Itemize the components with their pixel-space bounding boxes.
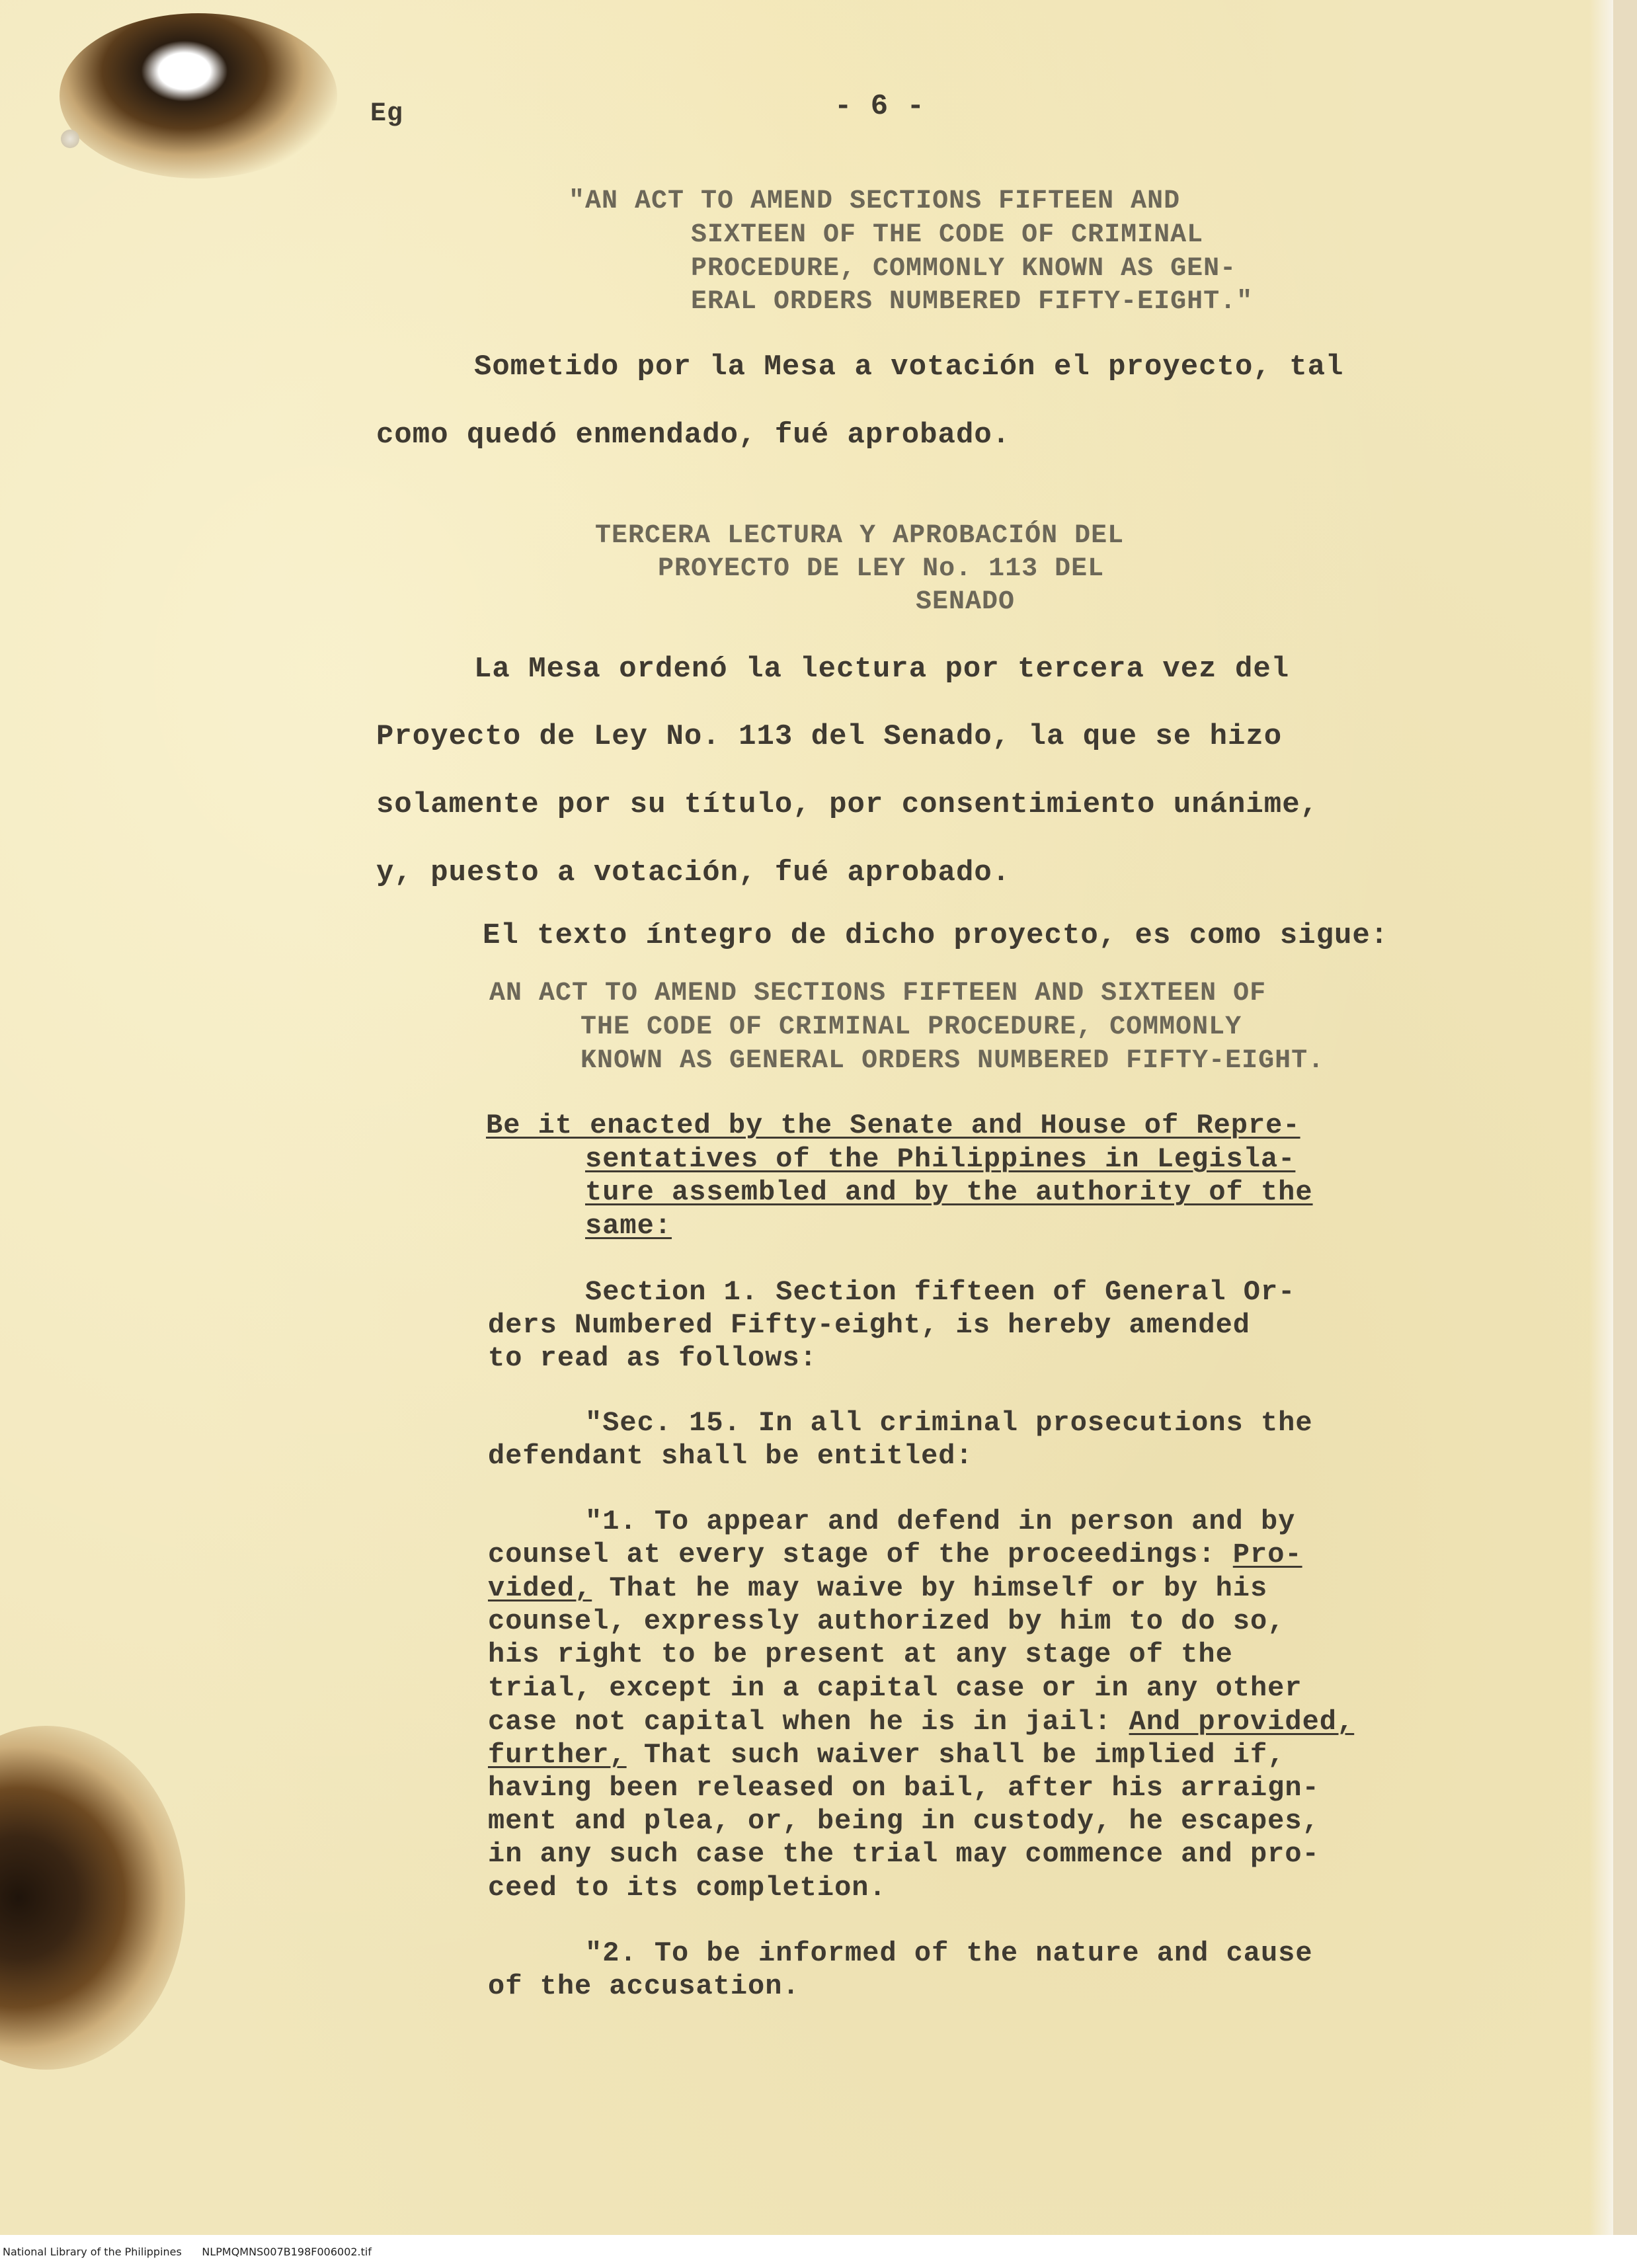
section-heading: TERCERA LECTURA Y APROBACIÓN DEL: [595, 521, 1125, 551]
item-1-line: ment and plea, or, being in custody, he escapes,: [488, 1805, 1320, 1837]
section-heading: SENADO: [916, 587, 1016, 617]
item-1-line: having been released on bail, after his arraign-: [488, 1772, 1320, 1804]
burn-mark-left: [0, 1726, 185, 2070]
enacting-clause-line: sentatives of the Philippines in Legisla-: [585, 1143, 1296, 1175]
enacting-clause-line: ture assembled and by the authority of the: [585, 1176, 1313, 1208]
title-line: "AN ACT TO AMEND SECTIONS FIFTEEN AND: [569, 186, 1181, 216]
scan-footer-text: [3, 2246, 372, 2258]
item-1-line: case not capital when he is in jail: And provided,: [488, 1706, 1355, 1738]
paragraph-line: Proyecto de Ley No. 113 del Senado, la que se hizo: [376, 720, 1283, 753]
section-heading: PROYECTO DE LEY No. 113 DEL: [658, 554, 1105, 584]
paragraph-line: como quedó enmendado, fué aprobado.: [376, 419, 1011, 452]
act-title-line: THE CODE OF CRIMINAL PROCEDURE, COMMONLY: [580, 1012, 1242, 1042]
item-1-line: "1. To appear and defend in person and by: [585, 1506, 1296, 1537]
file-id: NLPMQMNS007B198F006002.tif: [202, 2246, 372, 2258]
item-1-line: trial, except in a capital case or in any other: [488, 1672, 1302, 1704]
item-1-line: further, That such waiver shall be implied if,: [488, 1739, 1285, 1771]
burn-mark-top: [60, 13, 337, 179]
paragraph-line: El texto íntegro de dicho proyecto, es como sigue:: [483, 919, 1389, 952]
enacting-clause-line: same:: [585, 1210, 672, 1242]
paragraph-line: y, puesto a votación, fué aprobado.: [376, 856, 1011, 889]
initials: Eg: [370, 99, 404, 129]
library-name: National Library of the Philippines: [3, 2246, 182, 2258]
title-line: ERAL ORDERS NUMBERED FIFTY-EIGHT.": [691, 287, 1254, 317]
paper-spot: [61, 130, 79, 148]
sec-15-line: "Sec. 15. In all criminal prosecutions the: [585, 1407, 1313, 1439]
paragraph-line: solamente por su título, por consentimiento unánime,: [376, 788, 1319, 821]
section-1-line: Section 1. Section fifteen of General Or-: [585, 1276, 1296, 1308]
paragraph-line: Sometido por la Mesa a votación el proyecto, tal: [474, 350, 1344, 384]
act-title-line: KNOWN AS GENERAL ORDERS NUMBERED FIFTY-EIGHT.: [580, 1046, 1325, 1076]
section-1-line: to read as follows:: [488, 1342, 817, 1374]
paper-edge: [1589, 0, 1613, 2235]
title-line: PROCEDURE, COMMONLY KNOWN AS GEN-: [691, 254, 1237, 284]
page-number: - 6 -: [834, 90, 926, 123]
title-line: SIXTEEN OF THE CODE OF CRIMINAL: [691, 220, 1204, 250]
item-1-line: his right to be present at any stage of the: [488, 1639, 1233, 1670]
item-1-line: ceed to its completion.: [488, 1872, 887, 1904]
item-1-line: counsel, expressly authorized by him to do so,: [488, 1605, 1285, 1637]
act-title-line: AN ACT TO AMEND SECTIONS FIFTEEN AND SIXTEEN OF: [489, 979, 1267, 1008]
item-1-line: in any such case the trial may commence and pro-: [488, 1838, 1320, 1870]
item-1-line: vided, That he may waive by himself or by his: [488, 1572, 1268, 1604]
item-2-line: "2. To be informed of the nature and cause: [585, 1937, 1313, 1969]
sec-15-line: defendant shall be entitled:: [488, 1440, 973, 1472]
item-1-line: counsel at every stage of the proceedings: Pro-: [488, 1539, 1302, 1570]
section-1-line: ders Numbered Fifty-eight, is hereby amended: [488, 1309, 1250, 1341]
paragraph-line: La Mesa ordenó la lectura por tercera vez del: [474, 653, 1290, 686]
enacting-clause-line: Be it enacted by the Senate and House of Repre-: [486, 1110, 1300, 1141]
item-2-line: of the accusation.: [488, 1970, 800, 2002]
